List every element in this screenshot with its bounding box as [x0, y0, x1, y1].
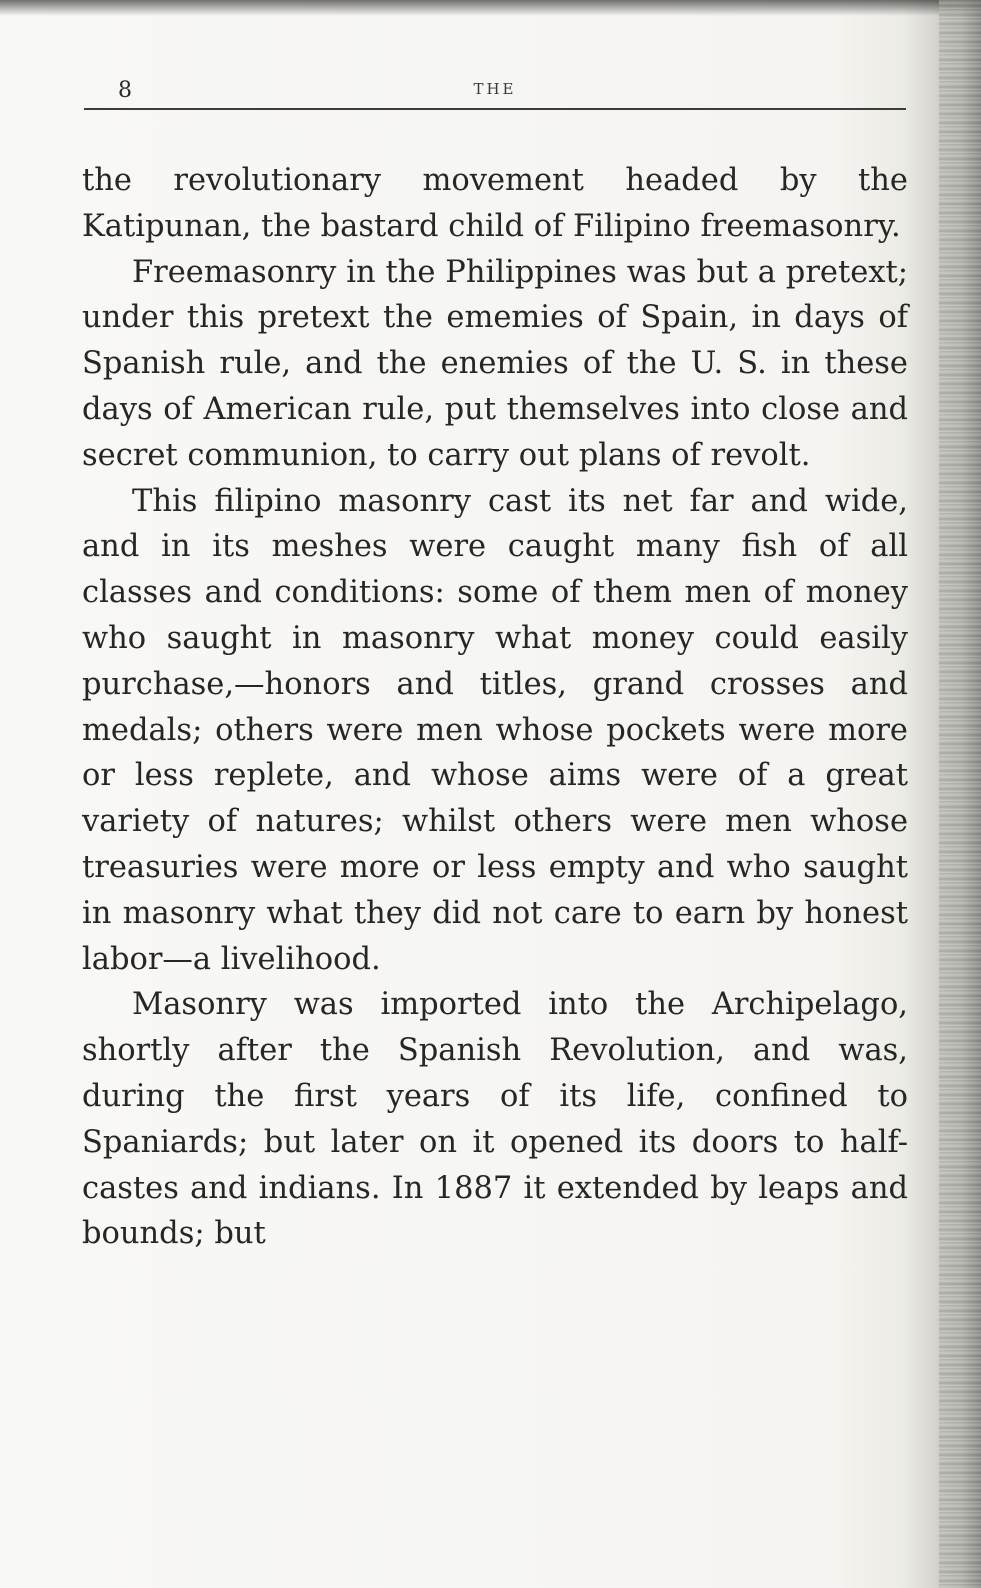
paragraph-4: Masonry was imported into the Archipelago, shortly after the Spanish Revolution, and was, during the first years of its life, confined to Spaniards; but later on it opened its doors to half-castes and indians. In 1887 it extended by leaps and bounds; but	[82, 987, 908, 1252]
running-head: THE	[473, 80, 517, 98]
page-number: 8	[118, 78, 132, 103]
page-header	[84, 76, 906, 116]
page-top-shadow	[0, 0, 981, 16]
body-text	[82, 158, 908, 1257]
paragraph-2: Freemasonry in the Philippines was but a pretext; under this pretext the ememies of Spain, in days of Spanish rule, and the enemies of the U. S. in these days of American rule, put themselves into close and secret communion, to carry out plans of revolt.	[82, 254, 908, 473]
header-rule	[84, 108, 906, 110]
paragraph-3: This filipino masonry cast its net far and wide, and in its meshes were caught many fish of all classes and conditions: some of them men of money who saught in masonry what money could easily purchase,—honors and titles, grand crosses and medals; others were men whose pockets were more or less replete, and whose aims were of a great variety of natures; whilst others were men whose treasuries were more or less empty and who saught in masonry what they did not care to earn by honest labor—a livelihood.	[82, 483, 908, 977]
page-gutter-edge	[939, 0, 981, 1588]
paragraph-1: the revolutionary movement headed by the Katipunan, the bastard child of Filipino freemasonry.	[82, 163, 908, 244]
